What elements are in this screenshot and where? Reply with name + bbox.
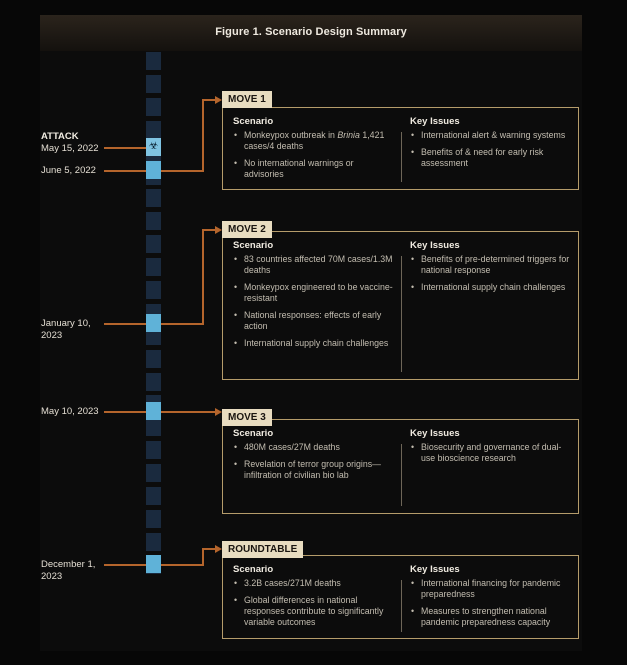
timeline-date-may-2023 xyxy=(41,406,99,418)
arrow-move-2 xyxy=(215,226,222,234)
move-2-box xyxy=(222,231,579,380)
move-2-scenario xyxy=(233,240,393,355)
roundtable-tab: ROUNDTABLE xyxy=(222,541,303,558)
move-2-tab: MOVE 2 xyxy=(222,221,272,238)
date-text: May 10, 2023 xyxy=(41,406,99,417)
scenario-item: • International supply chain challenges xyxy=(233,338,393,349)
biohazard-icon: ☣ xyxy=(148,140,159,152)
timeline-segment xyxy=(146,441,161,459)
connector-move-2 xyxy=(161,323,203,325)
attack-label: ATTACK xyxy=(41,131,79,142)
timeline-segment xyxy=(146,258,161,276)
title-bar xyxy=(40,15,582,51)
move-2-key-issues xyxy=(410,240,570,299)
timeline-segment xyxy=(146,418,161,436)
timeline-segment xyxy=(146,212,161,230)
roundtable-key-issues xyxy=(410,564,570,634)
scenario-item: • No international warnings or advisories xyxy=(233,158,393,180)
key-issue-item: • Benefits of & need for early risk assessment xyxy=(410,147,570,169)
key-issues-heading: Key Issues xyxy=(410,428,460,439)
connector-move-1-top xyxy=(202,99,216,101)
timeline-segment xyxy=(146,121,161,139)
timeline-segment xyxy=(146,350,161,368)
scenario-item-text: Monkeypox outbreak in Brinia 1,421 cases/4 deaths xyxy=(244,130,385,151)
brinia-italic: Brinia xyxy=(337,130,360,140)
date-text-line2: 2023 xyxy=(41,571,63,582)
arrow-move-1 xyxy=(215,96,222,104)
key-issues-heading: Key Issues xyxy=(410,116,460,127)
roundtable-box xyxy=(222,555,579,639)
tick-jan-2023 xyxy=(104,323,146,325)
key-issue-item: • International supply chain challenges xyxy=(410,282,570,293)
timeline-segment xyxy=(146,281,161,299)
scenario-item: • 480M cases/27M deaths xyxy=(233,442,393,453)
key-issue-item: • Biosecurity and governance of dual-use bioscience research xyxy=(410,442,570,464)
scenario-item: • Global differences in national responses contribute to significantly variable outcomes xyxy=(233,595,393,628)
arrow-roundtable xyxy=(215,545,222,553)
date-text-line1: January 10, xyxy=(41,318,91,329)
figure-title: Figure 1. Scenario Design Summary xyxy=(215,26,407,38)
timeline-segment xyxy=(146,52,161,70)
attack-date: May 15, 2022 xyxy=(41,143,99,154)
connector-move-1 xyxy=(161,170,203,172)
timeline-segment xyxy=(146,464,161,482)
key-issue-item: • International alert & warning systems xyxy=(410,130,570,141)
scenario-heading: Scenario xyxy=(233,116,274,127)
connector-move-3 xyxy=(161,411,216,413)
timeline-date-attack xyxy=(41,131,99,155)
roundtable-scenario xyxy=(233,564,393,634)
scenario-item: • 3.2B cases/271M deaths xyxy=(233,578,393,589)
connector-roundtable-top xyxy=(202,548,216,550)
connector-move-1-vertical xyxy=(202,99,204,172)
date-text: June 5, 2022 xyxy=(41,165,96,176)
move-1-key-issues xyxy=(410,116,570,175)
column-divider xyxy=(401,256,402,372)
move-1-box xyxy=(222,107,579,190)
scenario-item: • Revelation of terror group origins—infiltration of civilian bio lab xyxy=(233,459,393,481)
move-3-tab: MOVE 3 xyxy=(222,409,272,426)
tick-june-2022 xyxy=(104,170,146,172)
timeline-date-jan-2023 xyxy=(41,318,91,342)
column-divider xyxy=(401,580,402,632)
move-3-box xyxy=(222,419,579,514)
column-divider xyxy=(401,132,402,182)
tick-may-2023 xyxy=(104,411,146,413)
move-3-scenario xyxy=(233,428,393,487)
key-issue-item: • Benefits of pre-determined triggers for national response xyxy=(410,254,570,276)
timeline-segment xyxy=(146,189,161,207)
connector-roundtable-vertical xyxy=(202,548,204,566)
move-1-tab: MOVE 1 xyxy=(222,91,272,108)
timeline-segment xyxy=(146,98,161,116)
timeline-segment xyxy=(146,235,161,253)
key-issue-item: • Measures to strengthen national pandemic preparedness capacity xyxy=(410,606,570,628)
scenario-heading: Scenario xyxy=(233,428,274,439)
arrow-move-3 xyxy=(215,408,222,416)
connector-roundtable xyxy=(161,564,203,566)
timeline-segment xyxy=(146,75,161,93)
timeline-date-june-2022 xyxy=(41,165,96,177)
scenario-item: • 83 countries affected 70M cases/1.3M deaths xyxy=(233,254,393,276)
tick-attack xyxy=(104,147,146,149)
date-text-line1: December 1, xyxy=(41,559,96,570)
connector-move-2-vertical xyxy=(202,229,204,325)
move-3-key-issues xyxy=(410,428,570,470)
timeline-segment xyxy=(146,533,161,551)
timeline-segment xyxy=(146,510,161,528)
scenario-item xyxy=(233,130,393,152)
key-issues-heading: Key Issues xyxy=(410,564,460,575)
scenario-heading: Scenario xyxy=(233,240,274,251)
scenario-item: • Monkeypox engineered to be vaccine-resistant xyxy=(233,282,393,304)
move-1-scenario xyxy=(233,116,393,186)
tick-dec-2023 xyxy=(104,564,146,566)
key-issue-item: • International financing for pandemic preparedness xyxy=(410,578,570,600)
timeline-segment xyxy=(146,373,161,391)
scenario-item: • National responses: effects of early action xyxy=(233,310,393,332)
timeline-date-dec-2023 xyxy=(41,559,95,583)
timeline-marker-jan-2023 xyxy=(146,314,161,332)
column-divider xyxy=(401,444,402,506)
attack-marker xyxy=(146,138,161,156)
timeline-marker-dec-2023 xyxy=(146,555,161,573)
timeline-marker-june-2022 xyxy=(146,161,161,179)
scenario-heading: Scenario xyxy=(233,564,274,575)
date-text-line2: 2023 xyxy=(41,330,63,341)
connector-move-2-top xyxy=(202,229,216,231)
key-issues-heading: Key Issues xyxy=(410,240,460,251)
timeline-segment xyxy=(146,487,161,505)
timeline-marker-may-2023 xyxy=(146,402,161,420)
